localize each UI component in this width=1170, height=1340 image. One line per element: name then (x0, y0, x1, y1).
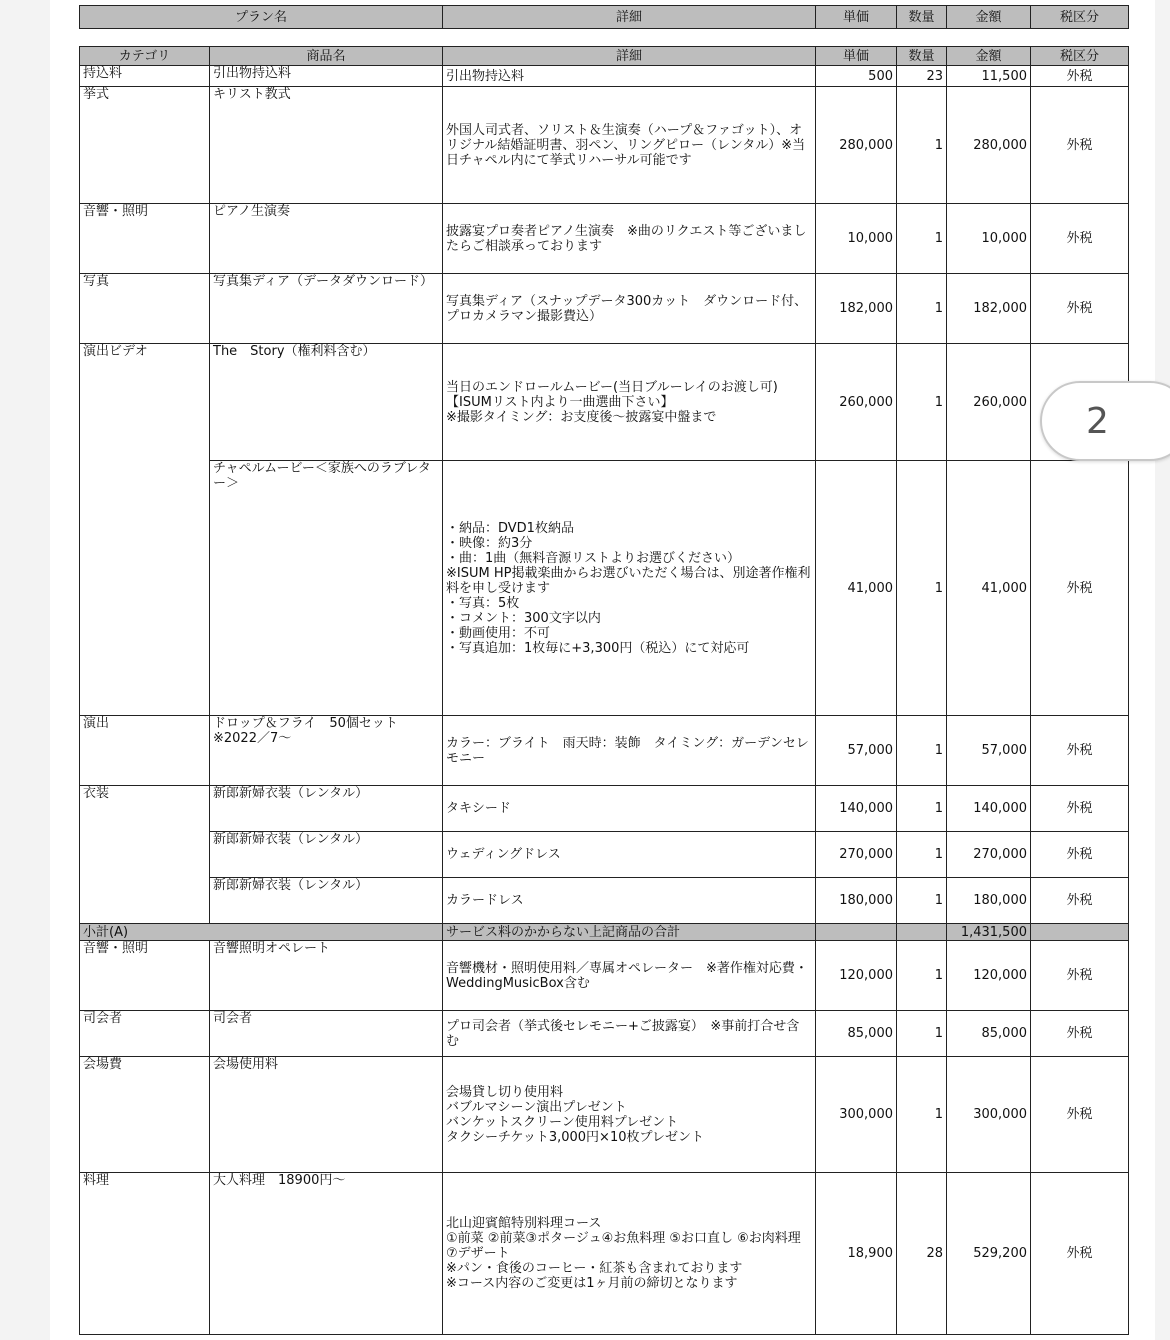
row-detail: プロ司会者（挙式後セレモニー+ご披露宴） ※事前打合せ含む (443, 1011, 816, 1057)
table-row (80, 66, 1129, 87)
row-qty: 1 (897, 87, 947, 204)
row-category: 料理 (80, 1173, 210, 1335)
row-price: 300,000 (816, 1057, 897, 1173)
row-price: 180,000 (816, 878, 897, 924)
row-detail: 引出物持込料 (443, 66, 816, 87)
row-tax: 外税 (1031, 878, 1129, 924)
plan-detail-header: 詳細 (443, 6, 816, 29)
row-qty: 1 (897, 832, 947, 878)
row-category: 司会者 (80, 1011, 210, 1057)
row-tax: 外税 (1031, 461, 1129, 716)
row-tax: 外税 (1031, 66, 1129, 87)
table-row (80, 786, 1129, 832)
subtotal-label: 小計(A) (80, 924, 443, 941)
row-category: 衣装 (80, 786, 210, 924)
row-qty: 1 (897, 786, 947, 832)
row-price: 500 (816, 66, 897, 87)
plan-tax-header: 税区分 (1031, 6, 1129, 29)
row-category: 持込料 (80, 66, 210, 87)
plan-price-header: 単価 (816, 6, 897, 29)
row-tax: 外税 (1031, 1057, 1129, 1173)
row-price: 140,000 (816, 786, 897, 832)
plan-qty-header: 数量 (897, 6, 947, 29)
page-indicator[interactable]: 2 (1040, 381, 1170, 461)
row-category: 音響・照明 (80, 941, 210, 1011)
row-product: 写真集ディア（データダウンロード） (210, 274, 443, 344)
row-product: 新郎新婦衣装（レンタル） (210, 878, 443, 924)
row-price: 85,000 (816, 1011, 897, 1057)
row-tax: 外税 (1031, 832, 1129, 878)
row-qty: 1 (897, 274, 947, 344)
row-amount: 270,000 (947, 832, 1031, 878)
row-detail: 会場貸し切り使用料 バブルマシーン演出プレゼント バンケットスクリーン使用料プレゼント タクシーチケット3,000円×10枚プレゼント (443, 1057, 816, 1173)
row-category: 演出ビデオ (80, 344, 210, 716)
detail-header: 詳細 (443, 47, 816, 66)
row-product: 会場使用料 (210, 1057, 443, 1173)
row-tax: 外税 (1031, 1011, 1129, 1057)
row-qty: 1 (897, 204, 947, 274)
product-header: 商品名 (210, 47, 443, 66)
subtotal-detail: サービス料のかからない上記商品の合計 (443, 924, 816, 941)
row-detail: 写真集ディア（スナップデータ300カット ダウンロード付、プロカメラマン撮影費込） (443, 274, 816, 344)
row-detail: ウェディングドレス (443, 832, 816, 878)
table-row (80, 274, 1129, 344)
row-amount: 180,000 (947, 878, 1031, 924)
category-header: カテゴリ (80, 47, 210, 66)
row-qty: 1 (897, 1057, 947, 1173)
row-category: 演出 (80, 716, 210, 786)
price-header: 単価 (816, 47, 897, 66)
row-detail: カラー：ブライト 雨天時：装飾 タイミング：ガーデンセレモニー (443, 716, 816, 786)
row-amount: 11,500 (947, 66, 1031, 87)
row-qty: 28 (897, 1173, 947, 1335)
table-row (80, 344, 1129, 461)
row-tax: 外税 (1031, 274, 1129, 344)
row-tax: 外税 (1031, 87, 1129, 204)
table-row (80, 716, 1129, 786)
row-amount: 41,000 (947, 461, 1031, 716)
row-tax: 外税 (1031, 786, 1129, 832)
row-amount: 300,000 (947, 1057, 1031, 1173)
row-amount: 10,000 (947, 204, 1031, 274)
table-row (80, 87, 1129, 204)
row-amount: 182,000 (947, 274, 1031, 344)
row-product: 新郎新婦衣装（レンタル） (210, 832, 443, 878)
plan-amount-header: 金額 (947, 6, 1031, 29)
subtotal-row (80, 924, 1129, 941)
row-category: 挙式 (80, 87, 210, 204)
qty-header: 数量 (897, 47, 947, 66)
row-product: ピアノ生演奏 (210, 204, 443, 274)
row-tax: 外税 (1031, 204, 1129, 274)
row-detail: 北山迎賓館特別料理コース ①前菜 ②前菜③ポタージュ④お魚料理 ⑤お口直し ⑥お肉料理⑦デザート ※パン・食後のコーヒー・紅茶も含まれております ※コース内容のご変更は1ヶ月前の締切となります (443, 1173, 816, 1335)
row-price: 41,000 (816, 461, 897, 716)
table-row (80, 461, 1129, 716)
table-row (80, 832, 1129, 878)
row-category: 会場費 (80, 1057, 210, 1173)
amount-header: 金額 (947, 47, 1031, 66)
row-amount: 529,200 (947, 1173, 1031, 1335)
row-qty: 23 (897, 66, 947, 87)
row-detail: タキシード (443, 786, 816, 832)
row-price: 18,900 (816, 1173, 897, 1335)
row-amount: 140,000 (947, 786, 1031, 832)
tax-header: 税区分 (1031, 47, 1129, 66)
row-detail: 音響機材・照明使用料／専属オペレーター ※著作権対応費・WeddingMusicBox含む (443, 941, 816, 1011)
plan-header-row (80, 6, 1129, 29)
row-detail: カラードレス (443, 878, 816, 924)
row-price: 182,000 (816, 274, 897, 344)
row-detail: 外国人司式者、ソリスト＆生演奏（ハープ＆ファゴット）、オリジナル結婚証明書、羽ペン、リングピロー（レンタル）※当日チャペル内にて挙式リハーサル可能です (443, 87, 816, 204)
row-product: キリスト教式 (210, 87, 443, 204)
row-product: 司会者 (210, 1011, 443, 1057)
row-tax: 外税 (1031, 716, 1129, 786)
row-detail: 披露宴プロ奏者ピアノ生演奏 ※曲のリクエスト等ございましたらご相談承っております (443, 204, 816, 274)
row-detail: 当日のエンドロールムービー(当日ブルーレイのお渡し可) 【ISUMリスト内より一曲選曲下さい】 ※撮影タイミング：お支度後～披露宴中盤まで (443, 344, 816, 461)
row-amount: 120,000 (947, 941, 1031, 1011)
row-qty: 1 (897, 1011, 947, 1057)
subtotal-blank (1031, 924, 1129, 941)
table-row (80, 878, 1129, 924)
table-row (80, 941, 1129, 1011)
row-price: 57,000 (816, 716, 897, 786)
row-product: チャペルムービー＜家族へのラブレター＞ (210, 461, 443, 716)
row-amount: 260,000 (947, 344, 1031, 461)
row-tax: 外税 (1031, 1173, 1129, 1335)
row-qty: 1 (897, 941, 947, 1011)
table-row (80, 204, 1129, 274)
row-price: 120,000 (816, 941, 897, 1011)
row-amount: 57,000 (947, 716, 1031, 786)
row-product: 大人料理 18900円～ (210, 1173, 443, 1335)
subtotal-blank (816, 924, 897, 941)
subtotal-blank (897, 924, 947, 941)
row-price: 280,000 (816, 87, 897, 204)
row-tax: 外税 (1031, 941, 1129, 1011)
row-qty: 1 (897, 344, 947, 461)
row-product: 新郎新婦衣装（レンタル） (210, 786, 443, 832)
row-detail: ・納品：DVD1枚納品 ・映像：約3分 ・曲：1曲（無料音源リストよりお選びください） ※ISUM HP掲載楽曲からお選びいただく場合は、別途著作権利料を申し受けます ・写真：5枚 ・コメント：300文字以内 ・動画使用：不可 ・写真追加：1枚毎に+3,300円（税込）にて対応可 (443, 461, 816, 716)
row-price: 260,000 (816, 344, 897, 461)
row-product: The Story（権利料含む） (210, 344, 443, 461)
row-product: ドロップ＆フライ 50個セット ※2022／7～ (210, 716, 443, 786)
row-price: 270,000 (816, 832, 897, 878)
row-product: 引出物持込料 (210, 66, 443, 87)
row-qty: 1 (897, 716, 947, 786)
table-row (80, 1011, 1129, 1057)
items-header-row (80, 47, 1129, 66)
plan-header-table (79, 5, 1129, 29)
row-price: 10,000 (816, 204, 897, 274)
row-category: 写真 (80, 274, 210, 344)
plan-name-header: プラン名 (80, 6, 443, 29)
row-category: 音響・照明 (80, 204, 210, 274)
row-amount: 85,000 (947, 1011, 1031, 1057)
subtotal-amount: 1,431,500 (947, 924, 1031, 941)
row-qty: 1 (897, 878, 947, 924)
table-row (80, 1057, 1129, 1173)
items-table (79, 46, 1129, 1335)
row-qty: 1 (897, 461, 947, 716)
table-row (80, 1173, 1129, 1335)
row-product: 音響照明オペレート (210, 941, 443, 1011)
row-amount: 280,000 (947, 87, 1031, 204)
